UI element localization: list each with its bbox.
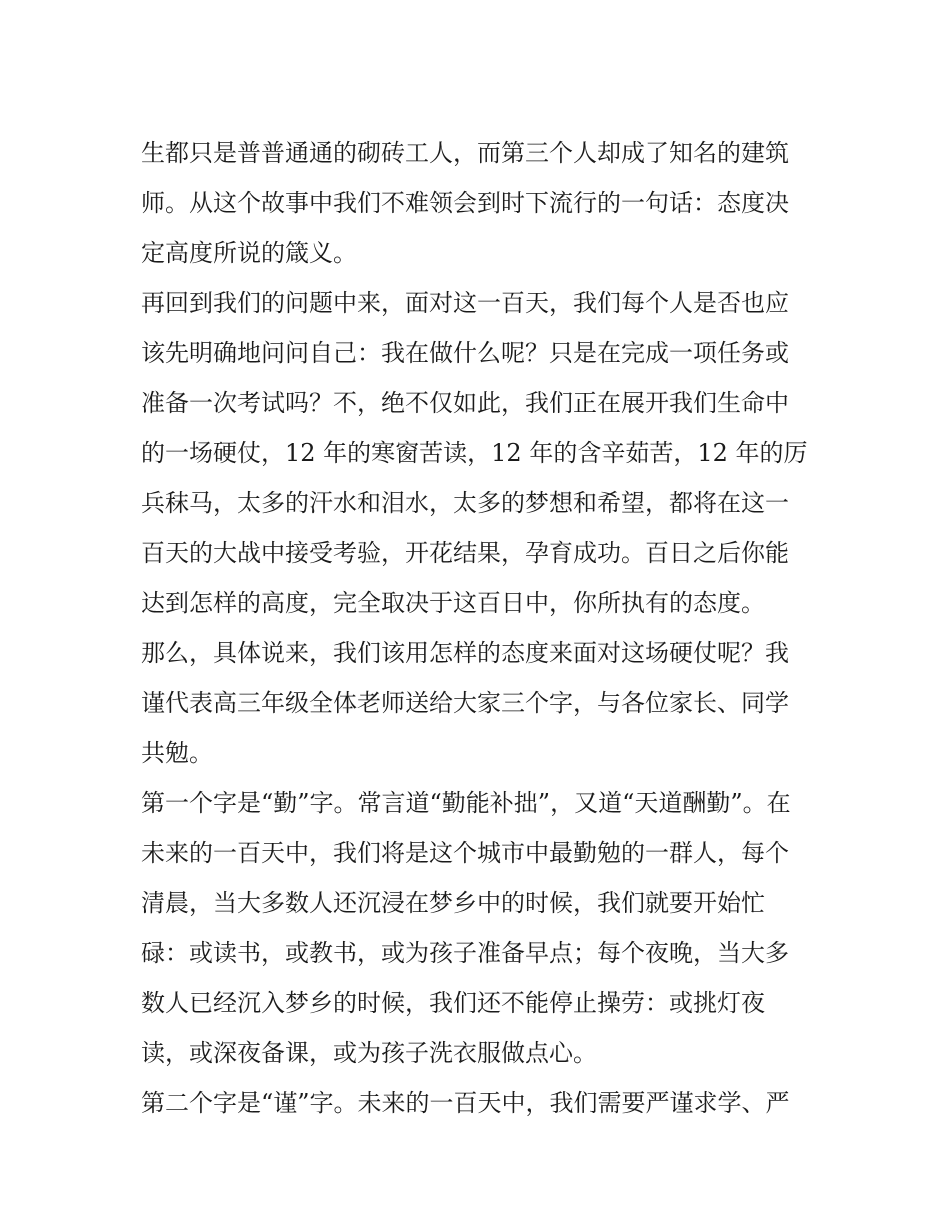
text-line: 第二个字是“谨”字。未来的一百天中，我们需要严谨求学、严 — [141, 1089, 790, 1117]
text-line: 第一个字是“勤”字。常言道“勤能补拙”，又道“天道酬勤”。在 — [141, 789, 791, 817]
text-line: 未来的一百天中，我们将是这个城市中最勤勉的一群人，每个 — [141, 839, 789, 867]
text-line: 数人已经沉入梦乡的时候，我们还不能停止操劳：或挑灯夜 — [141, 989, 765, 1017]
text-line: 再回到我们的问题中来，面对这一百天，我们每个人是否也应 — [141, 289, 789, 317]
text-line: 生都只是普普通通的砌砖工人，而第三个人却成了知名的建筑 — [141, 139, 789, 167]
text-line: 的一场硬仗，12 年的寒窗苦读，12 年的含辛茹苦，12 年的厉 — [141, 439, 808, 467]
text-line: 谨代表高三年级全体老师送给大家三个字，与各位家长、同学 — [141, 689, 789, 717]
text-line: 师。从这个故事中我们不难领会到时下流行的一句话：态度决 — [141, 189, 789, 217]
text-line: 百天的大战中接受考验，开花结果，孕育成功。百日之后你能 — [141, 539, 789, 567]
text-line: 达到怎样的高度，完全取决于这百日中，你所执有的态度。 — [141, 589, 765, 617]
text-line: 定高度所说的箴义。 — [141, 239, 357, 267]
text-line: 兵秣马，太多的汗水和泪水，太多的梦想和希望，都将在这一 — [141, 489, 789, 517]
text-line: 碌：或读书，或教书，或为孩子准备早点；每个夜晚，当大多 — [141, 939, 789, 967]
text-line: 该先明确地问问自己：我在做什么呢？只是在完成一项任务或 — [141, 339, 789, 367]
text-line: 读，或深夜备课，或为孩子洗衣服做点心。 — [141, 1039, 597, 1067]
text-line: 清晨，当大多数人还沉浸在梦乡中的时候，我们就要开始忙 — [141, 889, 765, 917]
text-line: 那么，具体说来，我们该用怎样的态度来面对这场硬仗呢？我 — [141, 639, 789, 667]
text-line: 准备一次考试吗？不，绝不仅如此，我们正在展开我们生命中 — [141, 389, 789, 417]
text-line: 共勉。 — [141, 739, 213, 767]
